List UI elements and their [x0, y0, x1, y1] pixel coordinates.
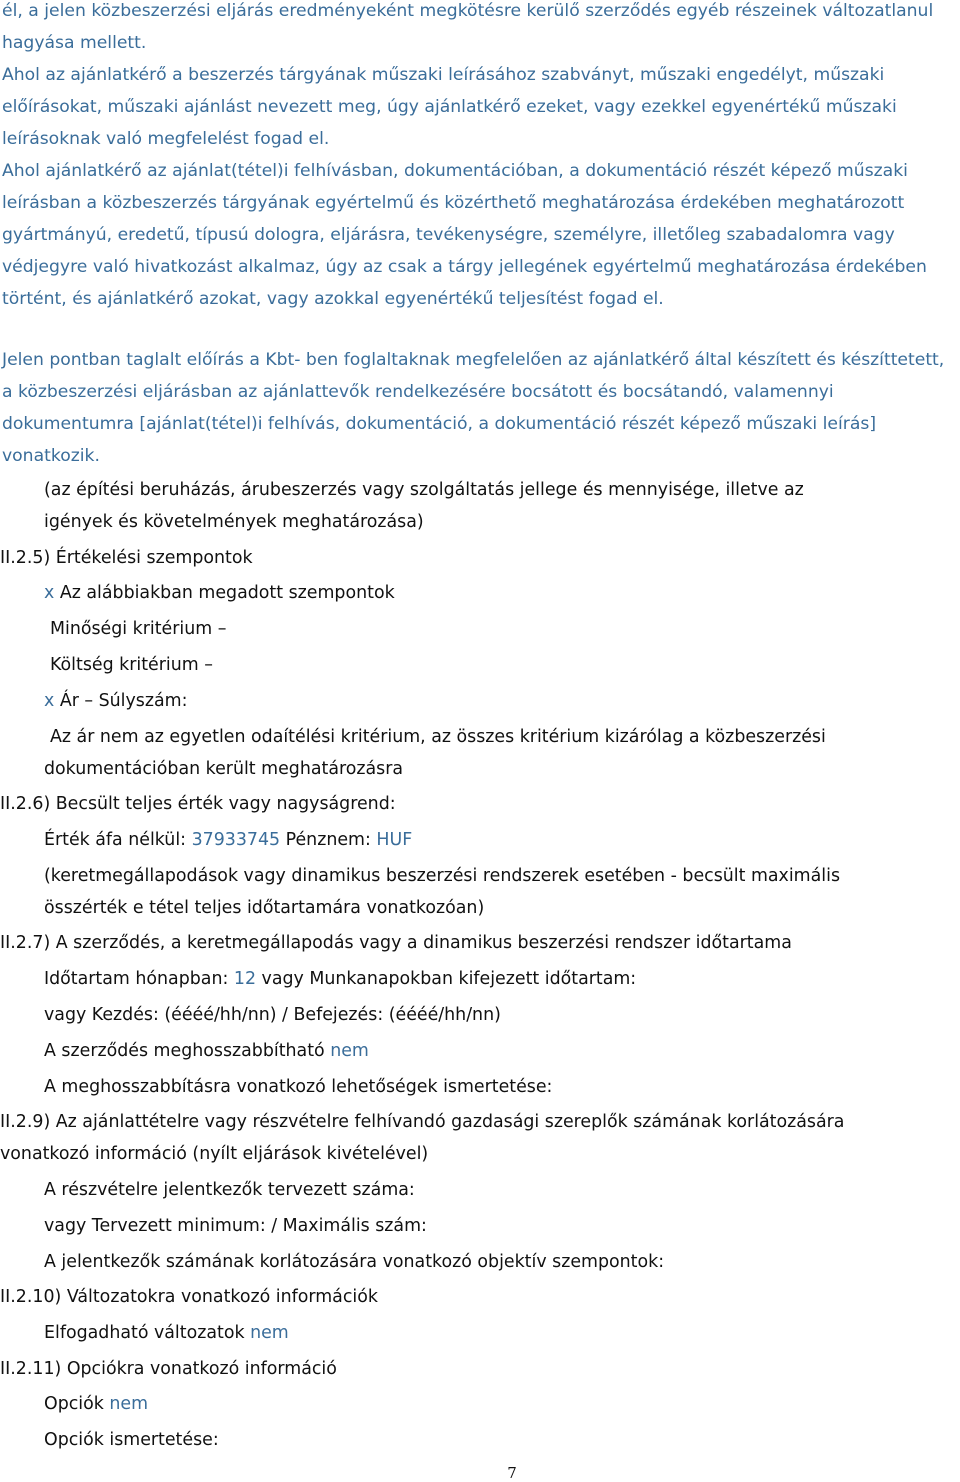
- dates-line: vagy Kezdés: (éééé/hh/nn) / Befejezés: (éééé/hh/nn): [44, 1005, 501, 1025]
- duration-rest: vagy Munkanapokban kifejezett időtartam:: [261, 969, 637, 989]
- checkbox-mark: x: [44, 691, 55, 711]
- section-heading-2-2-7: II.2.7) A szerződés, a keretmegállapodás vagy a dinamikus beszerzési rendszer időtartama: [0, 933, 792, 953]
- section-heading-2-2-10: II.2.10) Változatokra vonatkozó információk: [0, 1287, 378, 1307]
- variants-value: nem: [250, 1323, 289, 1343]
- framework-note-line-1: (keretmegállapodások vagy dinamikus beszerzési rendszerek esetében - becsült maximális: [44, 866, 841, 886]
- currency-label: Pénznem:: [285, 830, 371, 850]
- checkbox-mark: x: [44, 583, 55, 603]
- quality-criterion: Minőségi kritérium –: [50, 619, 227, 639]
- options-description: Opciók ismertetése:: [44, 1430, 219, 1450]
- price-criterion-label: Ár – Súlyszám:: [59, 691, 188, 711]
- renewal-description: A meghosszabbításra vonatkozó lehetőségek ismertetése:: [44, 1077, 553, 1097]
- scope-note-line-2: igények és követelmények meghatározása): [44, 512, 424, 532]
- criteria-option-line: [44, 581, 395, 605]
- variants-label: Elfogadható változatok: [44, 1323, 245, 1343]
- renewable-value: nem: [330, 1041, 369, 1061]
- duration-line: [44, 967, 636, 991]
- section-heading-2-2-5: II.2.5) Értékelési szempontok: [0, 548, 253, 568]
- section-heading-2-2-9-line-2: vonatkozó információ (nyílt eljárások kivételével): [0, 1144, 429, 1164]
- cost-criterion: Költség kritérium –: [50, 655, 213, 675]
- currency-value: HUF: [376, 830, 413, 850]
- intro-paragraph-2: Ahol az ajánlatkérő a beszerzés tárgyának műszaki leírásához szabványt, műszaki engedélyt, műszaki előírásokat, műszaki ajánlást nevezett meg, úgy ajánlatkérő ezeket, vagy ezekkel egyenértékű műszaki leírásoknak való megfelelést fogad el.: [2, 65, 897, 149]
- price-criterion-line: [44, 689, 187, 713]
- estimated-value-line: [44, 828, 412, 852]
- section-heading-2-2-9-line-1: II.2.9) Az ajánlattételre vagy részvételre felhívandó gazdasági szereplők számának korlátozására: [0, 1112, 845, 1132]
- renewable-line: [44, 1039, 369, 1063]
- renewable-label: A szerződés meghosszabbítható: [44, 1041, 325, 1061]
- min-max-line: vagy Tervezett minimum: / Maximális szám:: [44, 1216, 427, 1236]
- criteria-note-line-1: Az ár nem az egyetlen odaítélési kritérium, az összes kritérium kizárólag a közbeszerzési: [50, 727, 826, 747]
- intro-paragraph-4: Jelen pontban taglalt előírás a Kbt- ben foglaltaknak megfelelően az ajánlatkérő által készített és készíttetett, a közbeszerzési eljárásban az ajánlattevők rendelkezésére bocsátott és bocsátandó, valamennyi dokumentumra [ajánlat(tétel)i felhívás, dokumentáció, a dokumentáció részét képező műszaki leírás] vonatkozik.: [2, 350, 945, 466]
- framework-note-line-2: összérték e tétel teljes időtartamára vonatkozóan): [44, 898, 485, 918]
- section-heading-2-2-11: II.2.11) Opciókra vonatkozó információ: [0, 1359, 337, 1379]
- criteria-option-label: Az alábbiakban megadott szempontok: [59, 583, 395, 603]
- scope-note-line-1: (az építési beruházás, árubeszerzés vagy szolgáltatás jellege és mennyisége, illetve az: [44, 480, 804, 500]
- variants-line: [44, 1321, 289, 1345]
- limit-criteria-line: A jelentkezők számának korlátozására vonatkozó objektív szempontok:: [44, 1252, 665, 1272]
- duration-value: 12: [233, 969, 257, 989]
- intro-paragraph-3: Ahol ajánlatkérő az ajánlat(tétel)i felhívásban, dokumentációban, a dokumentáció részét képező műszaki leírásban a közbeszerzés tárgyának egyértelmű és közérthető meghatározása érdekében meghatározott gyártmányú, eredetű, típusú dologra, eljárásra, tevékenységre, személyre, illetőleg szabadalomra vagy védjegyre való hivatkozást alkalmaz, úgy az csak a tárgy jellegének egyértelmű meghatározása érdekében történt, és ajánlatkérő azokat, vagy azokkal egyenértékű teljesítést fogad el.: [2, 161, 927, 309]
- value-label: Érték áfa nélkül:: [44, 830, 187, 850]
- options-line: [44, 1392, 148, 1416]
- section-heading-2-2-6: II.2.6) Becsült teljes érték vagy nagyságrend:: [0, 794, 396, 814]
- criteria-note-line-2: dokumentációban került meghatározásra: [44, 759, 404, 779]
- planned-participants: A részvételre jelentkezők tervezett száma:: [44, 1180, 415, 1200]
- value-amount: 37933745: [191, 830, 281, 850]
- options-value: nem: [109, 1394, 149, 1414]
- intro-paragraph-1: él, a jelen közbeszerzési eljárás eredményeként megkötésre kerülő szerződés egyéb részeinek változatlanul hagyása mellett.: [2, 1, 934, 53]
- duration-label: Időtartam hónapban:: [44, 969, 229, 989]
- page-number: 7: [507, 1464, 517, 1482]
- options-label: Opciók: [44, 1394, 104, 1414]
